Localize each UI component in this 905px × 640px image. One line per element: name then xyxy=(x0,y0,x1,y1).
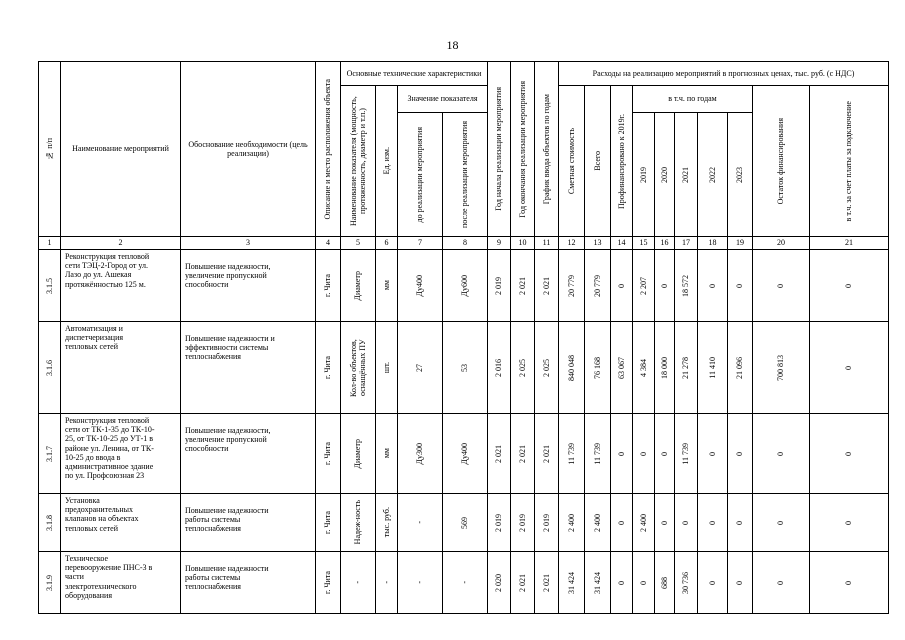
financed-cost: 0 xyxy=(611,494,633,552)
row-number: 3.1.5 xyxy=(39,250,61,322)
row-number: 3.1.7 xyxy=(39,414,61,494)
measures-table xyxy=(38,61,889,614)
column-number: 9 xyxy=(488,237,511,250)
cost-2022: 0 xyxy=(698,552,728,614)
unit-cell: тыс. руб. xyxy=(376,494,398,552)
estimate-cost: 2 400 xyxy=(559,494,585,552)
header-year-2021: 2021 xyxy=(675,113,698,237)
connection-fee: 0 xyxy=(810,250,889,322)
table-row xyxy=(39,494,889,552)
place-cell: г. Чита xyxy=(316,250,341,322)
total-cost: 20 779 xyxy=(585,250,611,322)
indicator-cell: Кол-во объектов, оснащённых ПУ xyxy=(341,322,376,414)
column-number: 11 xyxy=(535,237,559,250)
measure-name-line: Установка xyxy=(65,496,100,505)
schedule-year: 2 021 xyxy=(535,250,559,322)
total-cost: 76 168 xyxy=(585,322,611,414)
column-number: 1 xyxy=(39,237,61,250)
unit-cell: - xyxy=(376,552,398,614)
column-number: 12 xyxy=(559,237,585,250)
measure-name-line: электротехнического xyxy=(65,581,137,591)
end-year: 2 021 xyxy=(511,552,535,614)
column-number: 16 xyxy=(655,237,675,250)
value-after: Ду400 xyxy=(443,414,488,494)
table-row xyxy=(39,250,889,322)
measure-reason-line: способности xyxy=(185,444,229,454)
measure-reason-line: Повышение надежности и xyxy=(185,334,275,343)
measure-name-line: тепловых сетей xyxy=(65,342,118,352)
schedule-year: 2 021 xyxy=(535,414,559,494)
column-number: 10 xyxy=(511,237,535,250)
connection-fee: 0 xyxy=(810,414,889,494)
value-before: 27 xyxy=(398,322,443,414)
measure-name-line: сети ТЭЦ-2-Город от ул. xyxy=(65,261,149,271)
cost-2021: 0 xyxy=(675,494,698,552)
column-number: 2 xyxy=(61,237,181,250)
cost-2020: 688 xyxy=(655,552,675,614)
column-number: 6 xyxy=(376,237,398,250)
measure-reason-line: эффективности системы xyxy=(185,343,269,353)
measure-name-line: протяжённостью 125 м. xyxy=(65,279,146,289)
column-number: 15 xyxy=(633,237,655,250)
measure-name-line: 25, от ТК-10-25 до УТ-1 в xyxy=(65,434,154,444)
start-year: 2 019 xyxy=(488,250,511,322)
end-year: 2 025 xyxy=(511,322,535,414)
value-before: Ду300 xyxy=(398,414,443,494)
measure-name-line: Автоматизация и xyxy=(65,324,123,333)
page-number: 18 xyxy=(446,38,459,52)
cost-2020: 0 xyxy=(655,414,675,494)
header-remain: Остаток финансирования xyxy=(753,86,810,237)
cost-2019: 0 xyxy=(633,414,655,494)
measure-name-line: по ул. Профсоюзная 23 xyxy=(65,471,145,481)
column-number: 4 xyxy=(316,237,341,250)
column-number: 7 xyxy=(398,237,443,250)
column-number: 13 xyxy=(585,237,611,250)
start-year: 2 019 xyxy=(488,494,511,552)
measure-reason-line: Повышение надежности xyxy=(185,506,269,515)
measure-reason-line: работы системы xyxy=(185,515,241,525)
cost-2021: 30 736 xyxy=(675,552,698,614)
measure-name xyxy=(61,322,181,414)
measure-reason-line: увеличение пропускной xyxy=(185,435,267,445)
cost-2021: 18 572 xyxy=(675,250,698,322)
header-value-group: Значение показателя xyxy=(398,86,488,113)
header-end: Год окончания реализации мероприятия xyxy=(511,62,535,237)
column-number: 17 xyxy=(675,237,698,250)
measure-name-line: Реконструкция тепловой xyxy=(65,416,150,425)
measure-name-line: клапанов на объектах xyxy=(65,514,139,524)
measure-name xyxy=(61,414,181,494)
value-after: 569 xyxy=(443,494,488,552)
measure-name-line: районе ул. Ленина, от ТК- xyxy=(65,443,154,453)
value-before: - xyxy=(398,494,443,552)
financed-cost: 63 067 xyxy=(611,322,633,414)
column-number: 3 xyxy=(181,237,316,250)
measure-reason-line: теплоснабжения xyxy=(185,524,241,534)
header-after: после реализации мероприятия xyxy=(443,113,488,237)
measure-reason-line: теплоснабжения xyxy=(185,582,241,592)
measure-name-line: диспетчеризация xyxy=(65,333,124,343)
measure-name xyxy=(61,494,181,552)
cost-2023: 0 xyxy=(728,494,753,552)
cost-2022: 0 xyxy=(698,414,728,494)
measure-name-line: предохранительных xyxy=(65,505,134,515)
estimate-cost: 11 739 xyxy=(559,414,585,494)
measure-name xyxy=(61,552,181,614)
start-year: 2 021 xyxy=(488,414,511,494)
cost-2022: 11 410 xyxy=(698,322,728,414)
remaining-funding: 700 813 xyxy=(753,322,810,414)
measure-reason xyxy=(181,552,316,614)
column-numbers-row xyxy=(39,237,889,250)
measure-reason xyxy=(181,494,316,552)
total-cost: 2 400 xyxy=(585,494,611,552)
connection-fee: 0 xyxy=(810,322,889,414)
value-after: Ду600 xyxy=(443,250,488,322)
column-number: 8 xyxy=(443,237,488,250)
value-before: Ду400 xyxy=(398,250,443,322)
row-number: 3.1.9 xyxy=(39,552,61,614)
cost-2023: 0 xyxy=(728,414,753,494)
column-number: 18 xyxy=(698,237,728,250)
estimate-cost: 20 779 xyxy=(559,250,585,322)
estimate-cost: 31 424 xyxy=(559,552,585,614)
row-number: 3.1.8 xyxy=(39,494,61,552)
cost-2019: 0 xyxy=(633,552,655,614)
place-cell: г. Чита xyxy=(316,552,341,614)
column-number: 19 xyxy=(728,237,753,250)
place-cell: г. Чита xyxy=(316,322,341,414)
header-year-2020: 2020 xyxy=(655,113,675,237)
start-year: 2 020 xyxy=(488,552,511,614)
cost-2021: 21 278 xyxy=(675,322,698,414)
place-cell: г. Чита xyxy=(316,494,341,552)
estimate-cost: 840 048 xyxy=(559,322,585,414)
connection-fee: 0 xyxy=(810,552,889,614)
total-cost: 31 424 xyxy=(585,552,611,614)
measure-name-line: Лазо до ул. Ашекая xyxy=(65,270,132,280)
indicator-cell: Диаметр xyxy=(341,250,376,322)
header-total: Всего xyxy=(585,86,611,237)
header-estimate: Сметная стоимость xyxy=(559,86,585,237)
measure-reason xyxy=(181,414,316,494)
header-start: Год начала реализации мероприятия xyxy=(488,62,511,237)
measure-name-line: сети от ТК-1-35 до ТК-10- xyxy=(65,425,155,435)
header-schedule: График ввода объектов по годам xyxy=(535,62,559,237)
remaining-funding: 0 xyxy=(753,552,810,614)
indicator-cell: Диаметр xyxy=(341,414,376,494)
measure-reason-line: увеличение пропускной xyxy=(185,271,267,281)
measure-name-line: 10-25 до ввода в xyxy=(65,452,121,462)
schedule-year: 2 025 xyxy=(535,322,559,414)
header-financed: Профинансировано к 2019г. xyxy=(611,86,633,237)
cost-2019: 4 384 xyxy=(633,322,655,414)
measure-reason-line: теплоснабжения xyxy=(185,352,241,362)
unit-cell: шт. xyxy=(376,322,398,414)
cost-2023: 0 xyxy=(728,250,753,322)
measure-name-line: перевооружение ПНС-3 в xyxy=(65,563,153,573)
financed-cost: 0 xyxy=(611,552,633,614)
cost-2021: 11 739 xyxy=(675,414,698,494)
measure-reason-line: Повышение надежности, xyxy=(185,262,271,271)
cost-2020: 0 xyxy=(655,250,675,322)
start-year: 2 016 xyxy=(488,322,511,414)
place-cell: г. Чита xyxy=(316,414,341,494)
table-row xyxy=(39,322,889,414)
header-indicator: Наименование показателя (мощность, протяженность, диаметр и т.п.) xyxy=(341,86,376,237)
measure-name-line: части xyxy=(65,572,84,582)
remaining-funding: 0 xyxy=(753,494,810,552)
measure-reason-line: Повышение надежности, xyxy=(185,426,271,435)
header-year-2019: 2019 xyxy=(633,113,655,237)
header-unit: Ед. изм. xyxy=(376,86,398,237)
measure-name-line: Техническое xyxy=(65,554,109,563)
unit-cell: мм xyxy=(376,250,398,322)
header-connect: в т.ч. за счет платы за подключение xyxy=(810,86,889,237)
value-before: - xyxy=(398,552,443,614)
column-number: 20 xyxy=(753,237,810,250)
measure-name-line: оборудования xyxy=(65,590,112,600)
table-row xyxy=(39,414,889,494)
cost-2023: 0 xyxy=(728,552,753,614)
financed-cost: 0 xyxy=(611,250,633,322)
header-name: Наименование мероприятий xyxy=(61,62,181,237)
column-number: 14 xyxy=(611,237,633,250)
measure-reason-line: Повышение надежности xyxy=(185,564,269,573)
measure-name xyxy=(61,250,181,322)
row-number: 3.1.6 xyxy=(39,322,61,414)
schedule-year: 2 019 xyxy=(535,494,559,552)
connection-fee: 0 xyxy=(810,494,889,552)
header-year-2022: 2022 xyxy=(698,113,728,237)
cost-2019: 2 400 xyxy=(633,494,655,552)
measure-name-line: Реконструкция тепловой xyxy=(65,252,150,261)
header-place: Описание и место расположения объекта xyxy=(316,62,341,237)
header-year-2023: 2023 xyxy=(728,113,753,237)
measure-name-line: административное здание xyxy=(65,461,154,471)
indicator-cell: Надеж-ность xyxy=(341,494,376,552)
column-number: 21 xyxy=(810,237,889,250)
value-after: - xyxy=(443,552,488,614)
financed-cost: 0 xyxy=(611,414,633,494)
measure-reason-line: работы системы xyxy=(185,573,241,583)
header-no: № п/п xyxy=(39,62,61,237)
cost-2020: 18 000 xyxy=(655,322,675,414)
end-year: 2 021 xyxy=(511,414,535,494)
cost-2022: 0 xyxy=(698,250,728,322)
value-after: 53 xyxy=(443,322,488,414)
measure-name-line: тепловых сетей xyxy=(65,523,118,533)
column-number: 5 xyxy=(341,237,376,250)
total-cost: 11 739 xyxy=(585,414,611,494)
cost-2019: 2 207 xyxy=(633,250,655,322)
unit-cell: мм xyxy=(376,414,398,494)
table-row xyxy=(39,552,889,614)
header-years-group: в т.ч. по годам xyxy=(633,86,753,113)
cost-2022: 0 xyxy=(698,494,728,552)
cost-2020: 0 xyxy=(655,494,675,552)
end-year: 2 019 xyxy=(511,494,535,552)
header-reason: Обоснование необходимости (цель реализации) xyxy=(181,62,316,237)
end-year: 2 021 xyxy=(511,250,535,322)
header-tech-group: Основные технические характеристики xyxy=(341,62,488,86)
header-cost-group: Расходы на реализацию мероприятий в прогнозных ценах, тыс. руб. (с НДС) xyxy=(559,62,889,86)
schedule-year: 2 021 xyxy=(535,552,559,614)
measure-reason xyxy=(181,250,316,322)
indicator-cell: - xyxy=(341,552,376,614)
cost-2023: 21 096 xyxy=(728,322,753,414)
remaining-funding: 0 xyxy=(753,414,810,494)
measure-reason xyxy=(181,322,316,414)
measure-reason-line: способности xyxy=(185,280,229,290)
header-before: до реализации мероприятия xyxy=(398,113,443,237)
remaining-funding: 0 xyxy=(753,250,810,322)
